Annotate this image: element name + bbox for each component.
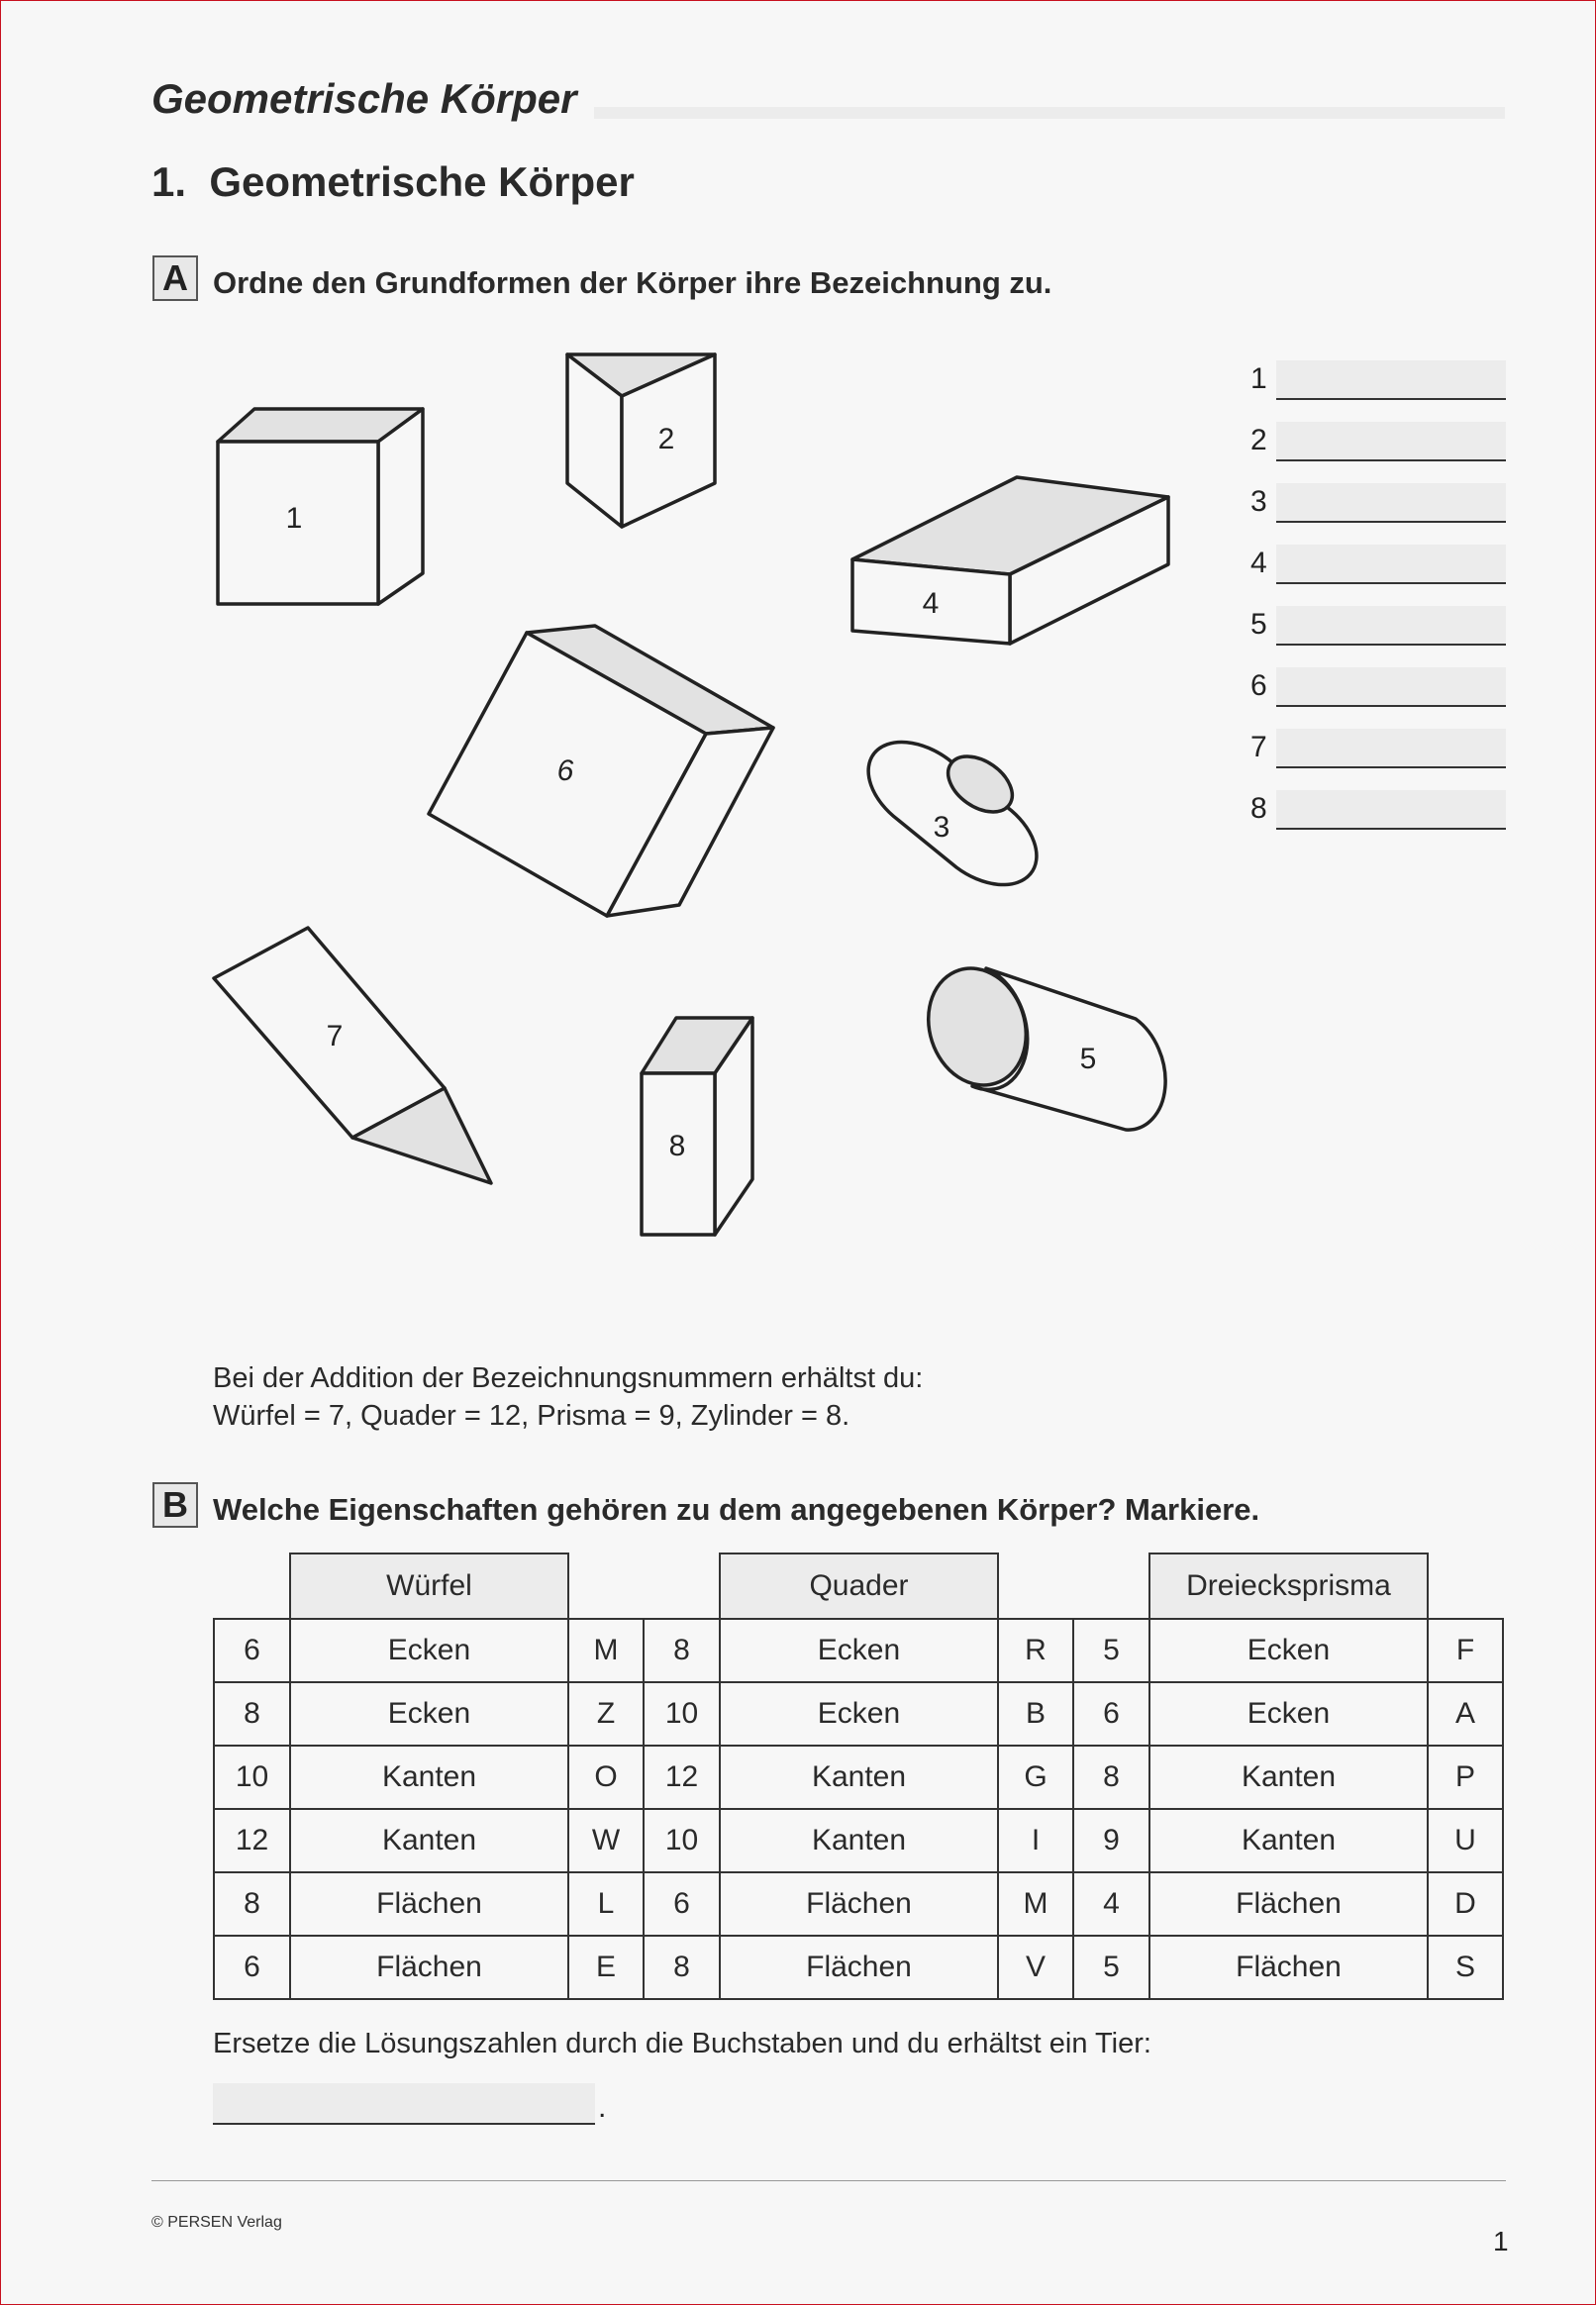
cell-property[interactable]: Flächen: [290, 1872, 568, 1936]
shape-tilted-cuboid: [429, 626, 773, 916]
running-title: Geometrische Körper: [151, 75, 577, 122]
cell-number[interactable]: 8: [214, 1682, 290, 1746]
cell-number[interactable]: 10: [214, 1746, 290, 1809]
shape-label-2: 2: [657, 423, 675, 455]
shape-label-5: 5: [1079, 1043, 1097, 1075]
task-b-badge: B: [152, 1482, 198, 1528]
shape-flat-cuboid: [852, 477, 1168, 644]
cell-letter[interactable]: V: [998, 1936, 1073, 1999]
cell-property[interactable]: Kanten: [720, 1809, 998, 1872]
table-row: [214, 1746, 1503, 1809]
cell-letter[interactable]: P: [1428, 1746, 1503, 1809]
cell-letter[interactable]: M: [998, 1872, 1073, 1936]
answer-line-2[interactable]: 2: [1250, 422, 1508, 463]
cell-number[interactable]: 6: [214, 1936, 290, 1999]
cell-property[interactable]: Flächen: [290, 1936, 568, 1999]
shape-cube: [218, 409, 423, 604]
cell-letter[interactable]: I: [998, 1809, 1073, 1872]
cell-letter[interactable]: E: [568, 1936, 644, 1999]
cell-number[interactable]: 4: [1073, 1872, 1149, 1936]
cell-letter[interactable]: B: [998, 1682, 1073, 1746]
shape-label-6: 6: [556, 754, 574, 787]
shape-label-1: 1: [285, 502, 303, 535]
cell-letter[interactable]: L: [568, 1872, 644, 1936]
header-dreiecksprisma: Dreiecksprisma: [1149, 1553, 1428, 1619]
cell-property[interactable]: Kanten: [290, 1809, 568, 1872]
shape-label-3: 3: [933, 811, 950, 844]
cell-number[interactable]: 6: [644, 1872, 720, 1936]
hint-line-1: Bei der Addition der Bezeichnungsnummern erhältst du:: [213, 1362, 924, 1394]
answer-line-3[interactable]: 3: [1250, 483, 1508, 525]
cell-number[interactable]: 8: [644, 1936, 720, 1999]
cell-property[interactable]: Kanten: [290, 1746, 568, 1809]
cell-property[interactable]: Kanten: [1149, 1746, 1428, 1809]
cell-number[interactable]: 9: [1073, 1809, 1149, 1872]
task-a-instruction: Ordne den Grundformen der Körper ihre Bezeichnung zu.: [213, 265, 1052, 300]
cell-letter[interactable]: U: [1428, 1809, 1503, 1872]
shape-label-7: 7: [326, 1020, 344, 1052]
footer-divider: [151, 2180, 1506, 2181]
cell-property[interactable]: Ecken: [1149, 1682, 1428, 1746]
cell-letter[interactable]: G: [998, 1746, 1073, 1809]
answer-line-5[interactable]: 5: [1250, 606, 1508, 648]
table-row: [214, 1619, 1503, 1682]
cell-letter[interactable]: W: [568, 1809, 644, 1872]
shape-lying-triangular-prism: [214, 928, 491, 1183]
table-row: [214, 1682, 1503, 1746]
cell-letter[interactable]: O: [568, 1746, 644, 1809]
cell-number[interactable]: 6: [1073, 1682, 1149, 1746]
cell-property[interactable]: Ecken: [1149, 1619, 1428, 1682]
shape-large-cylinder: [914, 955, 1165, 1130]
answer-field-4[interactable]: [1276, 545, 1506, 584]
cell-property[interactable]: Ecken: [290, 1682, 568, 1746]
page-number: 1: [1493, 2226, 1509, 2256]
cell-property[interactable]: Flächen: [1149, 1872, 1428, 1936]
cell-letter[interactable]: D: [1428, 1872, 1503, 1936]
cell-number[interactable]: 12: [644, 1746, 720, 1809]
cell-property[interactable]: Ecken: [720, 1619, 998, 1682]
table-row: [214, 1872, 1503, 1936]
animal-answer-field[interactable]: [213, 2083, 595, 2125]
task-b-instruction: Welche Eigenschaften gehören zu dem angegebenen Körper? Markiere.: [213, 1492, 1260, 1527]
answer-field-5[interactable]: [1276, 606, 1506, 646]
cell-property[interactable]: Flächen: [720, 1872, 998, 1936]
section-number: 1.: [151, 158, 187, 205]
properties-table: [213, 1553, 1504, 2000]
table-header-row: [214, 1553, 1503, 1619]
cell-property[interactable]: Flächen: [1149, 1936, 1428, 1999]
shape-small-cylinder: [868, 742, 1037, 884]
cell-number[interactable]: 8: [644, 1619, 720, 1682]
cell-property[interactable]: Flächen: [720, 1936, 998, 1999]
hint-line-2: Würfel = 7, Quader = 12, Prisma = 9, Zylinder = 8.: [213, 1400, 850, 1432]
shape-label-8: 8: [668, 1130, 686, 1162]
cell-number[interactable]: 6: [214, 1619, 290, 1682]
answer-line-8[interactable]: 8: [1250, 790, 1508, 832]
answer-line-7[interactable]: 7: [1250, 729, 1508, 770]
answer-field-7[interactable]: [1276, 729, 1506, 768]
answer-line-1[interactable]: 1: [1250, 360, 1508, 402]
answer-field-6[interactable]: [1276, 667, 1506, 707]
cell-property[interactable]: Ecken: [290, 1619, 568, 1682]
answer-field-2[interactable]: [1276, 422, 1506, 461]
cell-letter[interactable]: S: [1428, 1936, 1503, 1999]
answer-period: .: [598, 2091, 607, 2124]
cell-number[interactable]: 5: [1073, 1619, 1149, 1682]
cell-number[interactable]: 10: [644, 1682, 720, 1746]
table-row: [214, 1936, 1503, 1999]
cell-letter[interactable]: Z: [568, 1682, 644, 1746]
closing-instruction: Ersetze die Lösungszahlen durch die Buchstaben und du erhältst ein Tier:: [213, 2028, 1151, 2059]
answer-line-4[interactable]: 4: [1250, 545, 1508, 586]
answer-field-8[interactable]: [1276, 790, 1506, 830]
cell-number[interactable]: 8: [214, 1872, 290, 1936]
cell-property[interactable]: Kanten: [720, 1746, 998, 1809]
cell-letter[interactable]: R: [998, 1619, 1073, 1682]
answer-line-6[interactable]: 6: [1250, 667, 1508, 709]
cell-number[interactable]: 8: [1073, 1746, 1149, 1809]
cell-number[interactable]: 5: [1073, 1936, 1149, 1999]
shape-label-4: 4: [922, 587, 940, 620]
answer-field-3[interactable]: [1276, 483, 1506, 523]
cell-letter[interactable]: M: [568, 1619, 644, 1682]
answer-field-1[interactable]: [1276, 360, 1506, 400]
section-title: Geometrische Körper: [209, 158, 635, 205]
table-row: [214, 1809, 1503, 1872]
cell-number[interactable]: 10: [644, 1809, 720, 1872]
header-wuerfel: Würfel: [290, 1553, 568, 1619]
header-quader: Quader: [720, 1553, 998, 1619]
cell-number[interactable]: 12: [214, 1809, 290, 1872]
shape-triangular-prism-upright: [567, 354, 715, 527]
cell-letter[interactable]: A: [1428, 1682, 1503, 1746]
copyright: © PERSEN Verlag: [151, 2214, 282, 2231]
cell-letter[interactable]: F: [1428, 1619, 1503, 1682]
cell-property[interactable]: Ecken: [720, 1682, 998, 1746]
task-a-badge: A: [152, 255, 198, 301]
shape-tall-cuboid: [642, 1018, 752, 1235]
cell-property[interactable]: Kanten: [1149, 1809, 1428, 1872]
